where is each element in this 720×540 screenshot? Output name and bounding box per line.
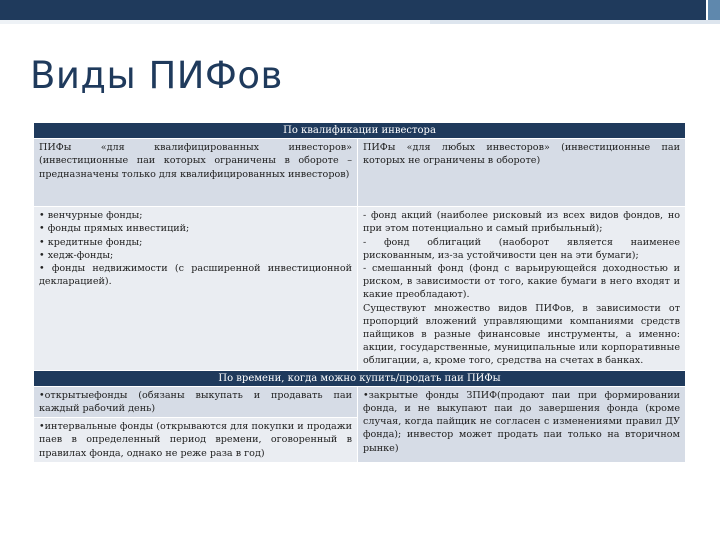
- list-item: • хедж-фонды;: [39, 249, 114, 261]
- interval-funds-cell: •интервальные фонды (открываются для покупки и продажи паев в определенный период времени, оговоренный в правилах фонда, однако не реже раза в год): [34, 418, 358, 463]
- list-item: - смешанный фонд (фонд с варьирующейся доходностью и риском, в зависимости от того, какие бумаги в него входят и какие преобладают).: [363, 263, 681, 301]
- pif-types-table: [33, 122, 686, 463]
- closed-funds-cell: •закрытые фонды ЗПИФ(продают паи при формировании фонда, и не выкупают паи до завершения фонда (кроме случая, когда пайщик не согласен с изменениями правил ДУ фонда); инвестор может продать паи только на вторичном рынке): [358, 386, 686, 462]
- top-bar-steel: [708, 0, 720, 20]
- table-row: [34, 139, 686, 207]
- qualified-fund-types-cell: [34, 207, 358, 370]
- list-item: Существуют множество видов ПИФов, в зависимости от пропорций вложений управляющими компаниями средств пайщиков в разные финансовые инструменты, а именно: акции, государственные, муниципальные или корпоративные облигации, а, кроме того, средства на счетах в банках.: [363, 302, 681, 367]
- top-bar-navy: [0, 0, 706, 20]
- list-item: • фонды недвижимости (с расширенной инвестиционной декларацией).: [39, 263, 352, 288]
- list-item: • венчурные фонды;: [39, 210, 143, 222]
- table-row: [34, 207, 686, 370]
- top-bar-underline-left: [0, 20, 430, 24]
- header-trading-time: По времени, когда можно купить/продать паи ПИФы: [34, 370, 686, 386]
- list-item: - фонд акций (наиболее рисковый из всех видов фондов, но при этом потенциально и самый прибыльный);: [363, 210, 681, 235]
- general-fund-types-cell: [358, 207, 686, 370]
- list-item: - фонд облигаций (наоборот является наименее рискованным, из-за устойчивости цен на эти бумаги);: [363, 236, 681, 261]
- slide-title: Виды ПИФов: [30, 54, 283, 97]
- table-row: [34, 386, 686, 417]
- top-bar-underline-right: [430, 20, 720, 24]
- list-item: • кредитные фонды;: [39, 236, 143, 248]
- header-qualification: По квалификации инвестора: [34, 123, 686, 139]
- top-decoration: [0, 0, 720, 22]
- list-item: • фонды прямых инвестиций;: [39, 223, 190, 235]
- any-investors-cell: ПИФы «для любых инвесторов» (инвестиционные паи которых не ограничены в обороте): [358, 139, 686, 207]
- open-funds-cell: •открытыефонды (обязаны выкупать и продавать паи каждый рабочий день): [34, 386, 358, 417]
- qualified-investors-cell: ПИФы «для квалифицированных инвесторов» (инвестиционные паи которых ограничены в обороте – предназначены только для квалифицированных инвесторов): [34, 139, 358, 207]
